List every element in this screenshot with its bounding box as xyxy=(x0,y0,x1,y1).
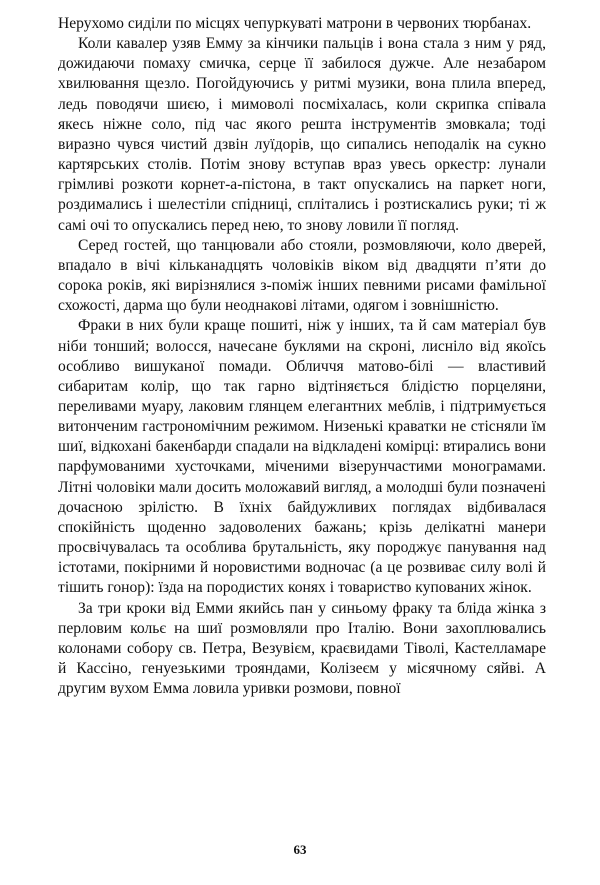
paragraph: Коли кавалер узяв Емму за кінчики пальців і вона стала з ним у ряд, дожидаючи помаху смичка, серце її забилося дужче. Але незабаром хвилювання щезло. Погойдуючись у ритмі музики, вона плила вперед, ледь поводячи шиєю, і мимоволі посміхалась, коли скрипка співала якесь ніжне соло, під час якого решта інструментів змовкала; тоді виразно чувся чистий дзвін луїдорів, що сипались неподалік на сукно картярських столів. Потім знову вступав враз увесь оркестр: лунали грімливі розкоти корнет-а-пістона, в такт опускались на паркет ноги, роздимались і шелестіли спідниці, сплітались і розтискались руки; ті ж самі очі то опускались перед нею, то знову ловили її погляд. xyxy=(58,35,546,234)
book-page-text xyxy=(58,14,546,699)
paragraph: Серед гостей, що танцювали або стояли, розмовляючи, коло дверей, впадало в вічі кільканадцять чоловіків віком від двадцяти п’яти до сорока років, які вирізнялися з-поміж інших певними рисами фамільної схожості, дарма що були неоднакові літами, одягом і зовнішністю. xyxy=(58,236,546,315)
page-number: 63 xyxy=(293,842,307,857)
paragraph: За три кроки від Емми якийсь пан у синьому фраку та бліда жінка з перловим кольє на шиї розмовляли про Італію. Вони захоплювались колонами собору св. Петра, Везувієм, краєвидами Тіволі, Кастелламаре й Кассіно, генуезькими трояндами, Колізеєм у місячному сяйві. А другим вухом Емма ловила уривки розмови, повної xyxy=(58,599,546,698)
paragraph: Фраки в них були краще пошиті, ніж у інших, та й сам матеріал був ніби тонший; волосся, начесане буклями на скроні, лисніло від якоїсь особливо вишуканої помади. Обличчя матово-білі — властивий сибаритам колір, що так гарно відтіняється блідістю порцеляни, переливами муару, лаковим глянцем елегантних меблів, і підтримується витонченим гастрономічним режимом. Низенькі краватки не стісняли їм шиї, відкохані бакенбарди спадали на відкладені комірці: втирались вони парфумованими хусточками, міченими візерунчастими монограмами. Літні чоловіки мали досить моложавий вигляд, а молодші були позначені дочасною зрілістю. В їхніх байдужливих поглядах відбивалася спокійність щоденно задоволених бажань; крізь делікатні манери просвічувалась та особлива брутальність, яку породжує панування над істотами, покірними й норовистими водночас (а це розвиває силу волі й тішить гонор): їзда на породистих конях і товариство купованих жінок. xyxy=(58,317,546,597)
paragraph: Нерухомо сиділи по місцях чепуркуваті матрони в червоних тюрбанах. xyxy=(58,15,532,32)
